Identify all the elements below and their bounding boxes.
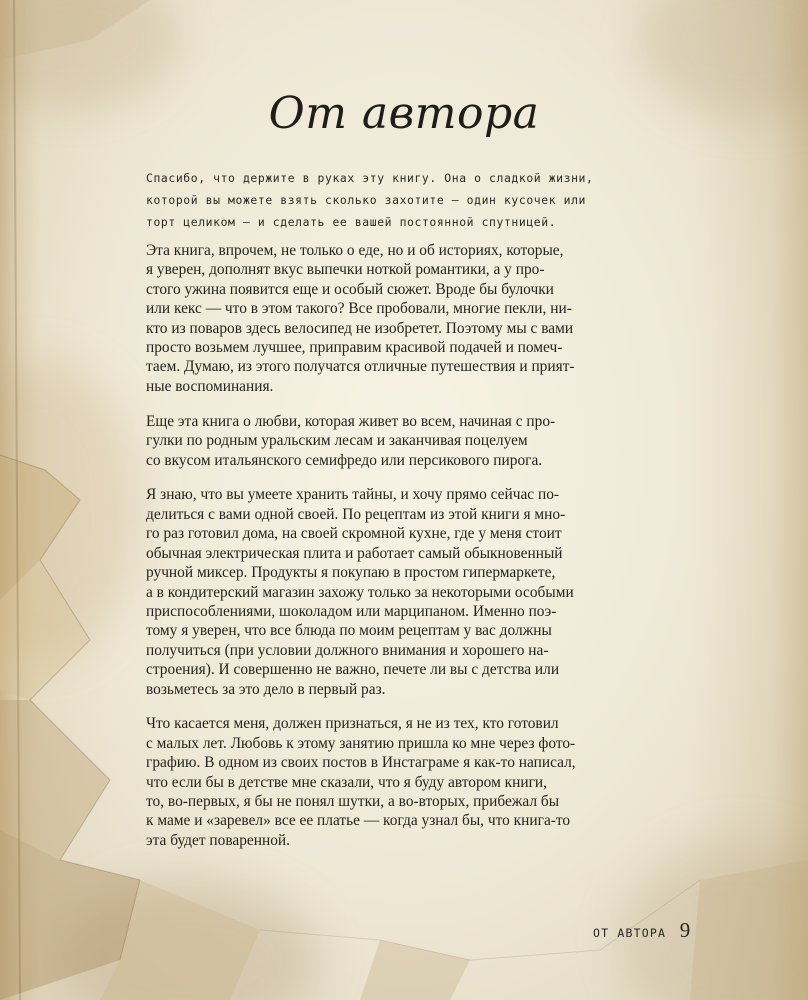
text-line: стого ужина появится еще и особый сюжет. Вроде бы булочки <box>146 280 554 298</box>
text-line: то, во-первых, я бы не понял шутки, а во-вторых, прибежал бы <box>146 793 560 811</box>
body-text <box>146 241 676 866</box>
page-footer <box>593 918 690 943</box>
paragraph-2 <box>146 412 676 470</box>
text-line: ручной миксер. Продукты я покупаю в простом гипермаркете, <box>146 564 556 582</box>
text-line: делиться с вами одной своей. По рецептам из этой книги я мно- <box>146 505 566 523</box>
text-line: или кекс — что в этом такого? Все пробовали, многие пекли, ни- <box>146 300 572 318</box>
intro-line: Спасибо, что держите в руках эту книгу. Она о сладкой жизни, <box>146 171 594 185</box>
running-header: ОТ АВТОРА <box>593 926 667 940</box>
text-line: го раз готовил дома, на своей скромной кухне, где у меня стоит <box>146 525 562 543</box>
text-line: кто из поваров здесь велосипед не изобретет. Поэтому мы с вами <box>146 319 574 337</box>
text-line: просто возьмем лучшее, приправим красивой подачей и помеч- <box>146 339 563 357</box>
text-line: Еще эта книга о любви, которая живет во всем, начиная с про- <box>146 412 556 430</box>
text-line: со вкусом итальянского семифредо или персикового пирога. <box>146 451 543 469</box>
text-line: графию. В одном из своих постов в Инстаграме я как-то написал, <box>146 754 576 772</box>
text-line: таем. Думаю, из этого получатся отличные путешествия и прият- <box>146 358 575 376</box>
text-line: приспособлениями, шоколадом или марципаном. Именно поэ- <box>146 602 557 620</box>
text-line: к маме и «заревел» все ее платье — когда узнал бы, что книга-то <box>146 812 571 830</box>
text-line: получиться (при условии должного внимания и хорошего на- <box>146 641 549 659</box>
paragraph-1 <box>146 241 676 396</box>
text-line: Я знаю, что вы умеете хранить тайны, и хочу прямо сейчас по- <box>146 486 560 504</box>
paper-stain <box>0 360 140 660</box>
intro-line: торт целиком — и сделать ее вашей постоянной спутницей. <box>146 215 557 229</box>
text-line: строения). И совершенно не важно, печете ли вы с детства или <box>146 661 560 679</box>
text-line: возьметесь за это дело в первый раз. <box>146 680 386 698</box>
paragraph-3 <box>146 485 676 698</box>
text-line: гулки по родным уральским лесам и заканчивая поцелуем <box>146 432 528 450</box>
page-title: От автора <box>268 88 540 139</box>
text-line: я уверен, дополнят вкус выпечки ноткой романтики, а у про- <box>146 261 545 279</box>
page-number: 9 <box>679 918 691 942</box>
text-line: что если бы в детстве мне сказали, что я буду автором книги, <box>146 773 547 791</box>
text-line: обычная электрическая плита и работает самый обыкновенный <box>146 544 563 562</box>
text-line: ные воспоминания. <box>146 377 274 395</box>
text-line: а в кондитерский магазин захожу только за некоторыми особыми <box>146 583 574 601</box>
intro-line: которой вы можете взять сколько захотите — один кусочек или <box>146 193 587 207</box>
paragraph-4 <box>146 714 676 850</box>
text-line: Что касается меня, должен признаться, я не из тех, кто готовил <box>146 715 559 733</box>
paper-stain <box>60 880 320 1000</box>
text-line: тому я уверен, что все блюда по моим рецептам у вас должны <box>146 622 552 640</box>
text-line: Эта книга, впрочем, не только о еде, но и об историях, которые, <box>146 242 564 259</box>
intro-paragraph <box>146 167 666 233</box>
text-line: с малых лет. Любовь к этому занятию пришла ко мне через фото- <box>146 734 576 752</box>
text-line: эта будет поваренной. <box>146 831 291 849</box>
